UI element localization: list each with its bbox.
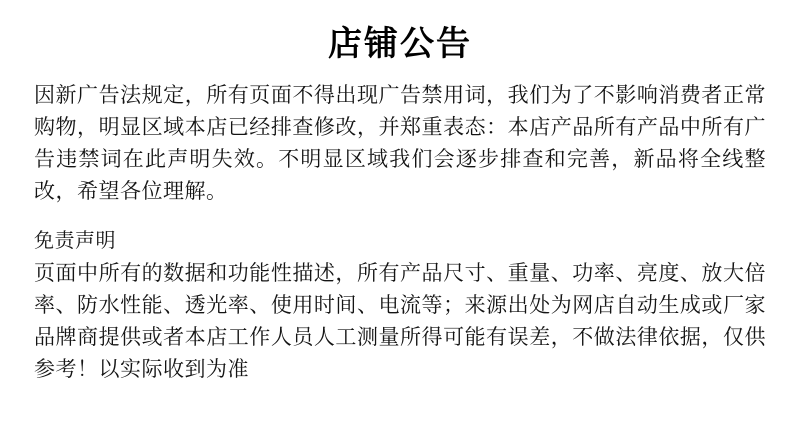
disclaimer-heading: 免责声明 — [34, 229, 116, 252]
notice-paragraph: 因新广告法规定，所有页面不得出现广告禁用词，我们为了不影响消费者正常购物，明显区域本店已经排查修改，并郑重表态：本店产品所有产品中所有广告违禁词在此声明失效。不明显区域我们会逐步排查和完善，新品将全线整改，希望各位理解。 — [34, 84, 766, 203]
page-title: 店铺公告 — [328, 25, 472, 63]
disclaimer-paragraph: 页面中所有的数据和功能性描述，所有产品尺寸、重量、功率、亮度、放大倍率、防水性能、透光率、使用时间、电流等；来源出处为网店自动生成或厂家品牌商提供或者本店工作人员人工测量所得可能有误差，不做法律依据，仅供参考！以实际收到为准 — [34, 261, 766, 381]
